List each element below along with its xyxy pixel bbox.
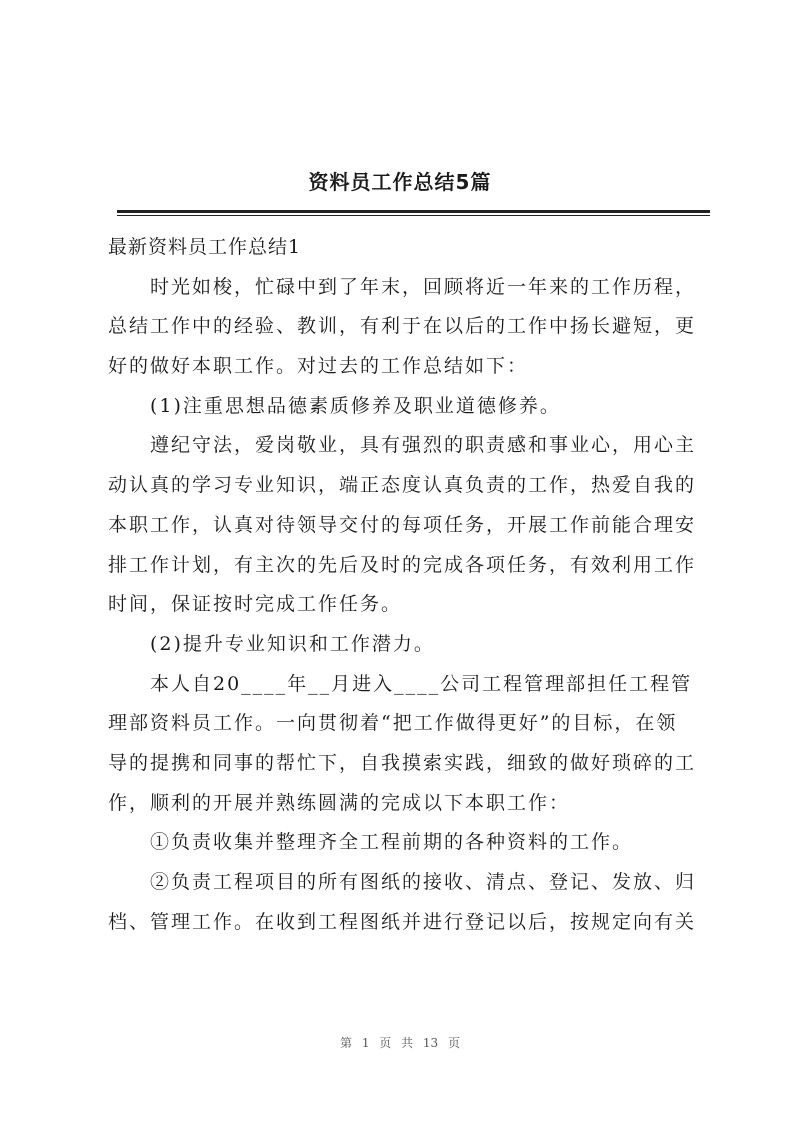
- body-line: 本人自20____年__月进入____公司工程管理部担任工程管: [108, 672, 693, 695]
- body-line: 导的提携和同事的帮忙下，自我摸索实践，细致的做好琐碎的工: [108, 751, 697, 774]
- body-line: 遵纪守法，爱岗敬业，具有强烈的职责感和事业心，用心主: [108, 434, 697, 457]
- body-line: 排工作计划，有主次的先后及时的完成各项任务，有效利用工作: [108, 553, 697, 576]
- document-body: [108, 228, 713, 942]
- body-line: 时间，保证按时完成工作任务。: [108, 593, 403, 616]
- page-footer: 第 1 页 共 13 页: [340, 1036, 460, 1050]
- title-rule-thick: [117, 210, 710, 213]
- body-line: 理部资料员工作。一向贯彻着“把工作做得更好”的目标，在领: [108, 712, 678, 735]
- body-line: 动认真的学习专业知识，端正态度认真负责的工作，热爱自我的: [108, 474, 697, 497]
- section-heading: 最新资料员工作总结1: [108, 236, 302, 258]
- body-line: (1)注重思想品德素质修养及职业道德修养。: [108, 394, 561, 417]
- body-line: 作，顺利的开展并熟练圆满的完成以下本职工作：: [108, 791, 571, 814]
- body-line: 本职工作，认真对待领导交付的每项任务，开展工作前能合理安: [108, 513, 697, 536]
- body-line: 档、管理工作。在收到工程图纸并进行登记以后，按规定向有关: [108, 910, 697, 933]
- body-line: 好的做好本职工作。对过去的工作总结如下：: [108, 355, 529, 378]
- body-line: ①负责收集并整理齐全工程前期的各种资料的工作。: [108, 831, 634, 854]
- document-title: 资料员工作总结5篇: [308, 170, 492, 194]
- body-line: ②负责工程项目的所有图纸的接收、清点、登记、发放、归: [108, 871, 697, 893]
- body-line: (2)提升专业知识和工作潜力。: [108, 632, 435, 655]
- title-rule-thin: [117, 215, 710, 216]
- body-line: 时光如梭，忙碌中到了年末，回顾将近一年来的工作历程，: [108, 275, 697, 298]
- body-line: 总结工作中的经验、教训，有利于在以后的工作中扬长避短，更: [108, 315, 697, 338]
